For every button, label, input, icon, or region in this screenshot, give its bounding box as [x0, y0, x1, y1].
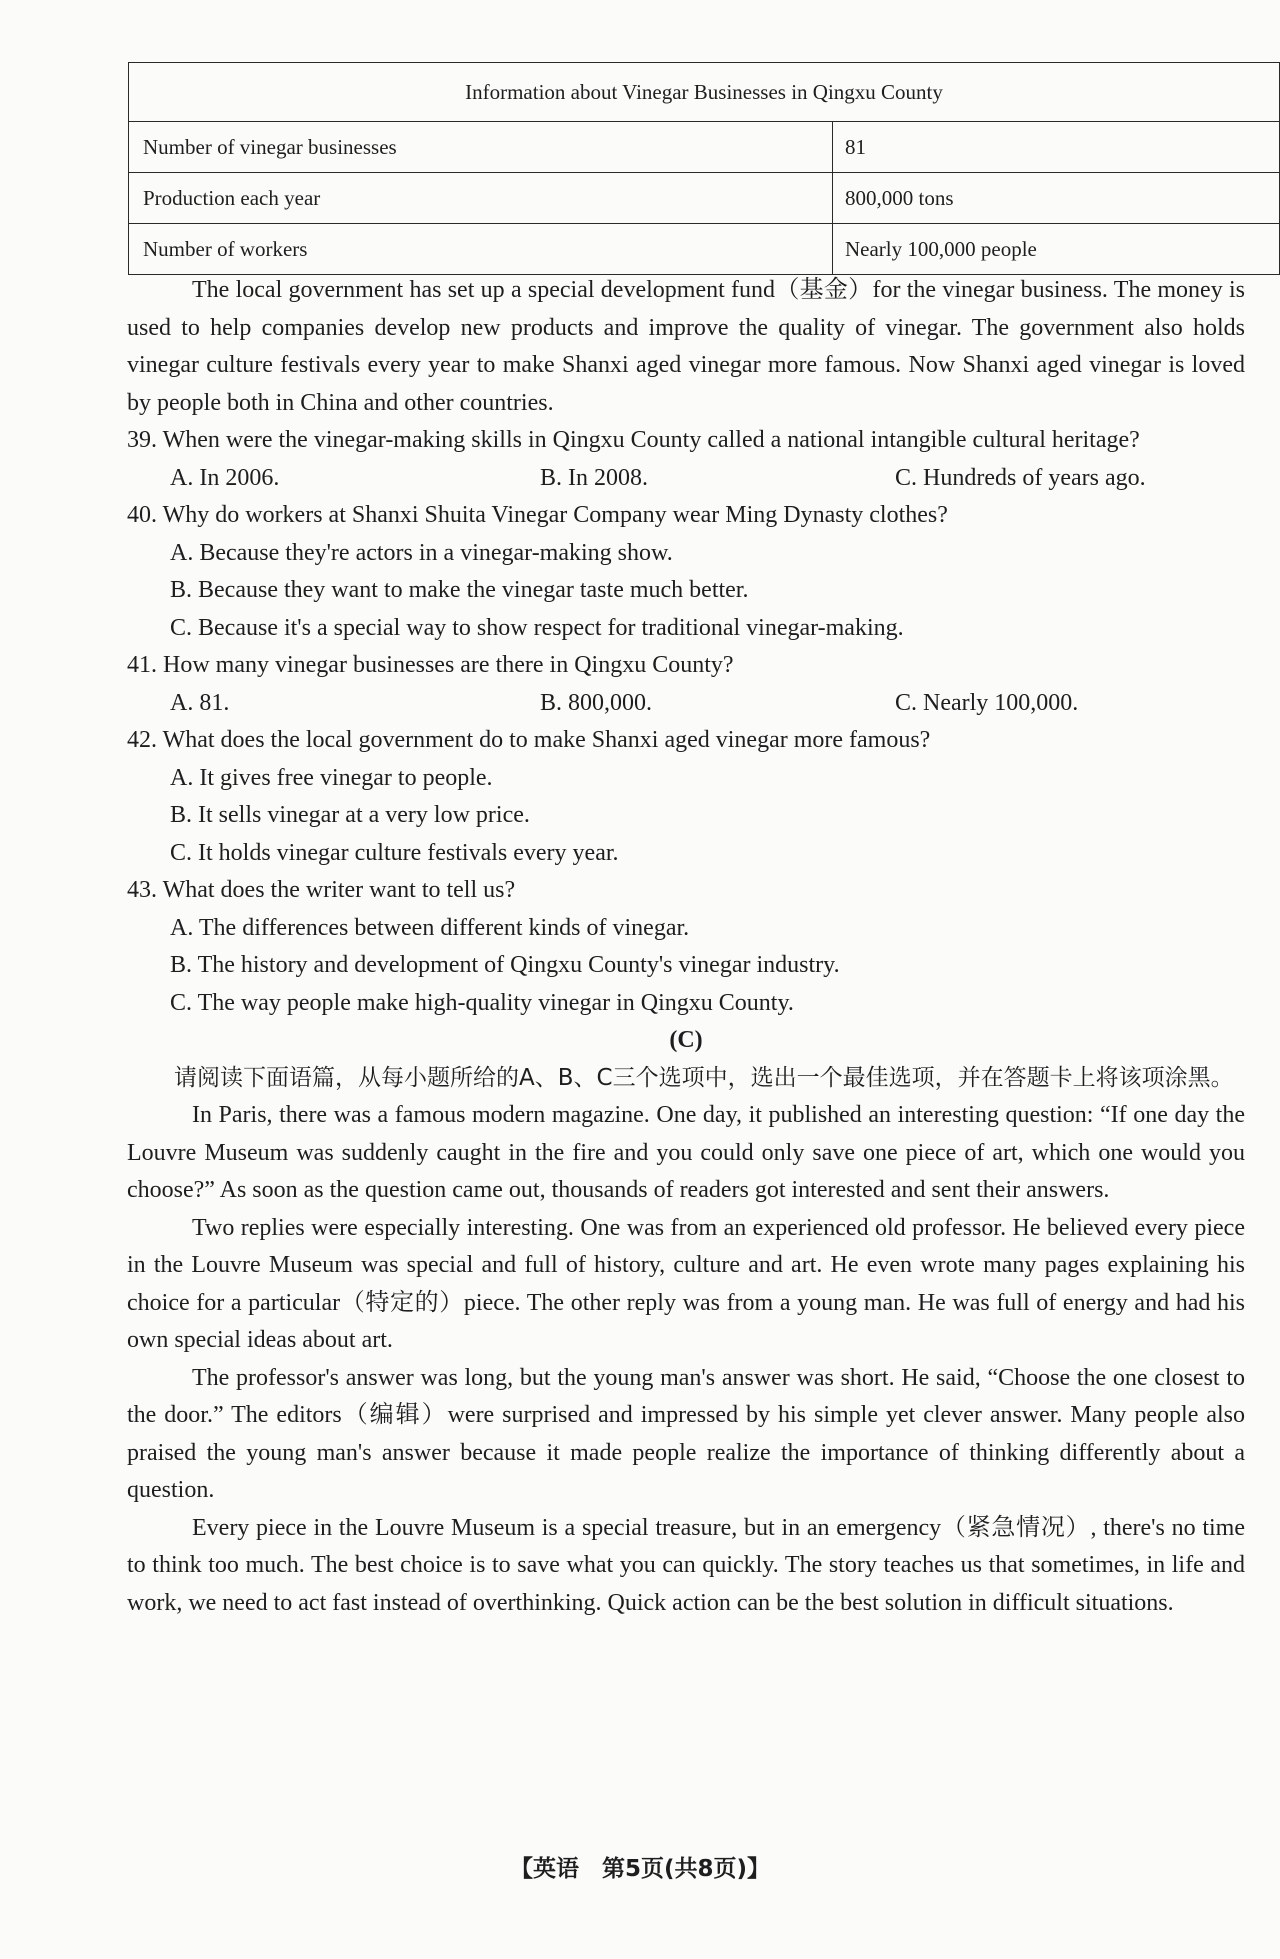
table-row — [129, 224, 1280, 275]
question-number: 40. — [127, 502, 157, 528]
question-stem: Why do workers at Shanxi Shuita Vinegar Company wear Ming Dynasty clothes? — [162, 502, 948, 528]
question-stem: How many vinegar businesses are there in Qingxu County? — [163, 652, 734, 678]
question-40 — [127, 497, 1245, 647]
options — [127, 460, 1245, 498]
option-c: C. Because it's a special way to show respect for traditional vinegar-making. — [170, 614, 904, 641]
option-a: A. 81. — [170, 689, 230, 716]
table-cell-value: 800,000 tons — [833, 173, 1280, 224]
question-42 — [127, 722, 1245, 872]
option-c: C. Nearly 100,000. — [895, 689, 1079, 716]
passage-paragraph: The local government has set up a special development fund（基金）for the vinegar business. The money is used to help companies develop new products and improve the quality of vinegar. The government also holds vinegar culture festivals every year to make Shanxi aged vinegar more famous. Now Shanxi aged vinegar is loved by people both in China and other countries. — [127, 277, 1245, 416]
passage-paragraph: Every piece in the Louvre Museum is a special treasure, but in an emergency（紧急情况）, there's no time to think too much. The best choice is to save what you can quickly. The story teaches us that sometimes, in life and work, we need to act fast instead of overthinking. Quick action can be the best solution in difficult situations. — [127, 1514, 1245, 1616]
page-footer: 【英语 第5页(共8页)】 — [509, 1856, 771, 1882]
passage-paragraph: Two replies were especially interesting. One was from an experienced old professor. He believed every piece in the Louvre Museum was special and full of history, culture and art. He even wrote many pages explaining his choice for a particular（特定的）piece. The other reply was from a young man. He was full of energy and had his own special ideas about art. — [127, 1214, 1245, 1353]
table-cell-value: Nearly 100,000 people — [833, 224, 1280, 275]
question-number: 43. — [127, 877, 157, 903]
passage-paragraph: The professor's answer was long, but the young man's answer was short. He said, “Choose the one closest to the door.” The editors（编辑）were surprised and impressed by his simple yet clever answer. Many people also praised the young man's answer because it made people realize the importance of thinking differently about a question. — [127, 1364, 1245, 1503]
option-a: A. In 2006. — [170, 464, 280, 491]
table-cell-label: Number of workers — [129, 224, 833, 275]
table-cell-label: Production each year — [129, 173, 833, 224]
table-title: Information about Vinegar Businesses in Qingxu County — [129, 63, 1280, 122]
option-b: B. Because they want to make the vinegar taste much better. — [170, 577, 749, 603]
question-number: 39. — [127, 427, 157, 453]
option-b: B. In 2008. — [540, 464, 648, 491]
question-39 — [127, 422, 1245, 497]
option-c: C. The way people make high-quality vinegar in Qingxu County. — [170, 989, 794, 1016]
table-row — [129, 122, 1280, 173]
section-instruction: 请阅读下面语篇，从每小题所给的A、B、C三个选项中，选出一个最佳选项，并在答题卡上将该项涂黑。 — [174, 1064, 1234, 1091]
question-stem: What does the local government do to make Shanxi aged vinegar more famous? — [162, 727, 931, 753]
question-43 — [127, 872, 1245, 1022]
question-stem: When were the vinegar-making skills in Qingxu County called a national intangible cultural heritage? — [162, 427, 1140, 453]
text-body — [127, 272, 1245, 1622]
vinegar-info-table — [128, 62, 1280, 275]
option-c: C. It holds vinegar culture festivals every year. — [170, 839, 619, 866]
option-c: C. Hundreds of years ago. — [895, 464, 1146, 491]
option-a: A. Because they're actors in a vinegar-making show. — [170, 539, 673, 566]
table-cell-label: Number of vinegar businesses — [129, 122, 833, 173]
question-number: 41. — [127, 652, 157, 678]
option-a: A. It gives free vinegar to people. — [170, 764, 493, 791]
table-cell-value: 81 — [833, 122, 1280, 173]
option-a: A. The differences between different kinds of vinegar. — [170, 914, 690, 941]
table-row — [129, 173, 1280, 224]
question-number: 42. — [127, 727, 157, 753]
table-title-row — [129, 63, 1280, 122]
option-b: B. The history and development of Qingxu County's vinegar industry. — [170, 952, 840, 978]
options — [127, 685, 1245, 723]
passage-paragraph: In Paris, there was a famous modern magazine. One day, it published an interesting question: “If one day the Louvre Museum was suddenly caught in the fire and you could only save one piece of art, which one would you choose?” As soon as the question came out, thousands of readers got interested and sent their answers. — [127, 1102, 1245, 1203]
option-b: B. It sells vinegar at a very low price. — [170, 802, 530, 828]
option-b: B. 800,000. — [540, 689, 653, 716]
question-41 — [127, 647, 1245, 722]
question-stem: What does the writer want to tell us? — [162, 877, 516, 903]
section-heading: (C) — [669, 1027, 703, 1053]
